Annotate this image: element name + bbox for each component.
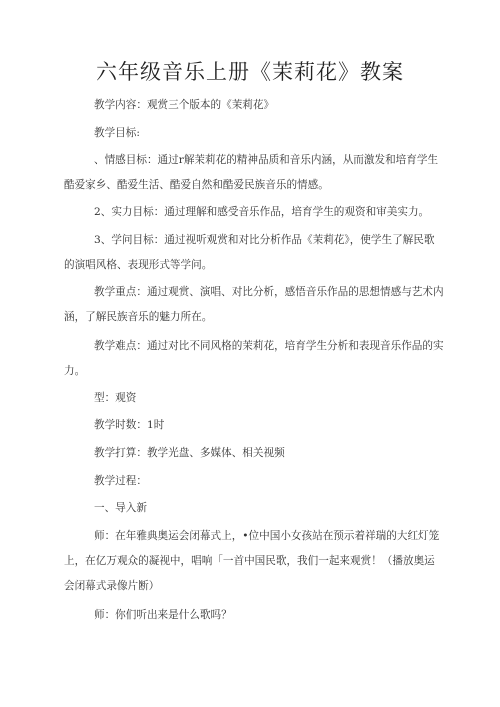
teacher-remark-1-line-1: 师：在年雅典奥运会闭幕式上，•位中国小女孩站在预示着祥瑞的大红灯笼 — [94, 530, 440, 542]
goals-heading: 教学目标: — [94, 127, 140, 139]
teaching-process: 教学过程： — [94, 475, 147, 487]
teaching-prep: 教学打算：教学光盘、多媒体、相关视频 — [94, 447, 285, 459]
difficulty-line-2: 力。 — [64, 365, 86, 377]
teacher-remark-1-line-2: 上，在亿万观众的凝视中，唱响「一首中国民歌，我们一起来观赏！（播放奥运 — [64, 555, 435, 567]
section-intro: 一、导入新 — [94, 502, 147, 514]
key-point-line-1: 教学重点：通过观赏、演唱、对比分析，感悟音乐作品的思想情感与艺术内 — [94, 286, 444, 298]
goal-knowledge-line-2: 的演唱风格、表现形式等学问。 — [64, 259, 213, 271]
key-point — [64, 280, 444, 330]
lesson-type: 型：观资 — [94, 392, 137, 404]
teaching-content: 教学内容：观赏三个版本的《茉莉花》 — [94, 99, 275, 111]
teacher-remark-1 — [64, 524, 438, 599]
teacher-remark-1-line-3: 会闭幕式录像片断） — [64, 580, 160, 592]
difficulty — [64, 334, 444, 384]
goal-knowledge — [64, 228, 438, 278]
goal-emotional — [64, 148, 438, 198]
goal-emotional-line-1: 、情感目标：通过r解茉莉花的精神品质和音乐内涵，从而激发和培育学生 — [94, 154, 439, 166]
goal-emotional-line-2: 酷爱家乡、酷爱生活、酷爱自然和酷爱民族音乐的情感。 — [64, 179, 329, 191]
goal-ability: 2、实力目标：通过理解和感受音乐作品，培育学生的观资和审美实力。 — [94, 206, 430, 218]
teaching-hours: 教学时数：1时 — [94, 419, 165, 431]
document-title: 六年级音乐上册《茉莉花》教案 — [96, 60, 404, 84]
goal-knowledge-line-1: 3、学问目标：通过视听观赏和对比分析作品《茉莉花》，使学生了解民歌 — [94, 234, 435, 246]
teacher-remark-2: 师：你们听出来是什么歌吗？ — [94, 609, 232, 621]
difficulty-line-1: 教学难点：通过对比不同风格的茉莉花，培育学生分析和表现音乐作品的实 — [94, 340, 444, 352]
key-point-line-2: 涵，了解民族音乐的魅力所在。 — [64, 311, 213, 323]
